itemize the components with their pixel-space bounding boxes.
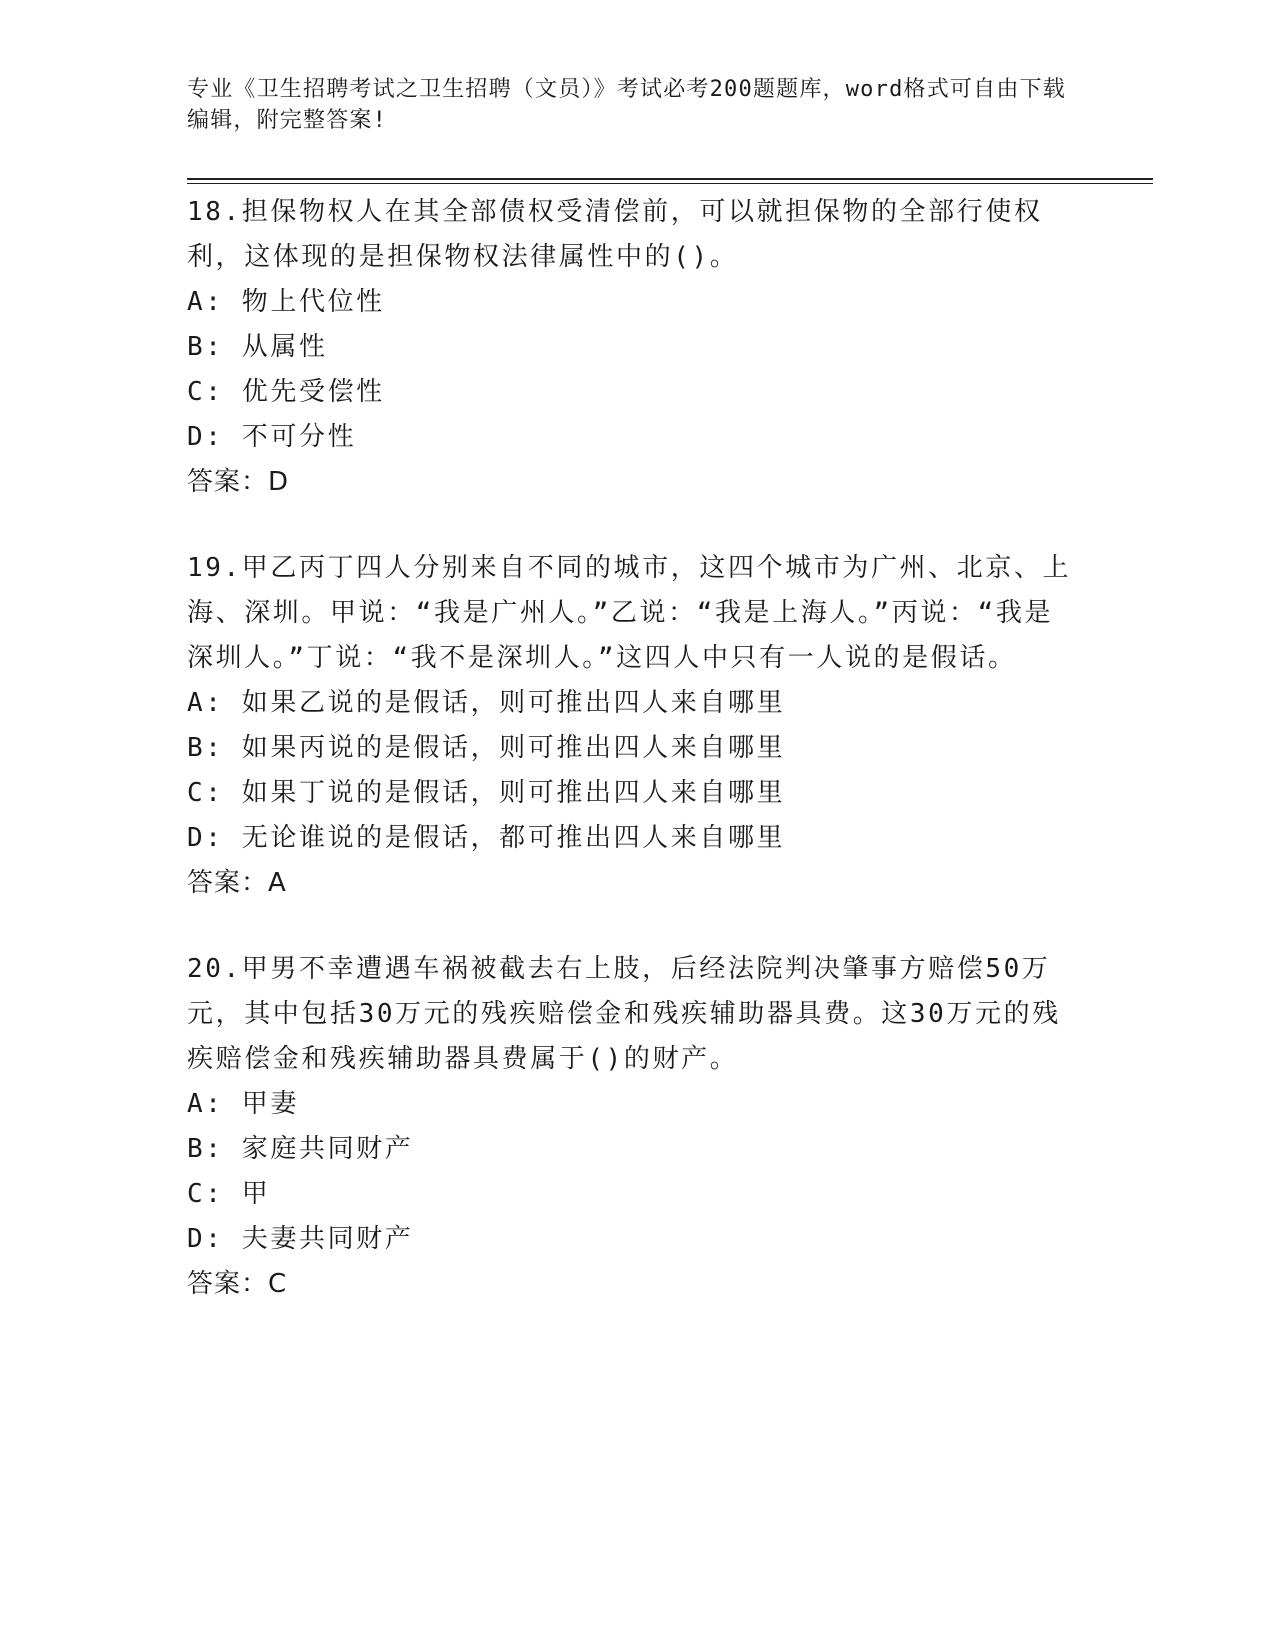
option-key: D: (187, 1224, 224, 1254)
option-b (187, 325, 1087, 370)
option-key: B: (187, 733, 224, 763)
option-key: D: (187, 823, 224, 853)
option-key: D: (187, 422, 224, 452)
option-text: 甲 (241, 1179, 271, 1209)
document-header: 专业《卫生招聘考试之卫生招聘（文员）》考试必考200题题库，word格式可自由下载编辑，附完整答案! (187, 77, 1066, 133)
option-d (187, 816, 1087, 861)
option-key: C: (187, 778, 224, 808)
header-divider-thick (187, 178, 1153, 180)
option-key: A: (187, 1089, 224, 1119)
option-a (187, 1082, 1087, 1127)
option-key: C: (187, 1179, 224, 1209)
option-b (187, 1127, 1087, 1172)
option-text: 不可分性 (241, 422, 357, 452)
option-key: B: (187, 1134, 224, 1164)
option-text: 甲妻 (241, 1089, 299, 1119)
header-divider-thin (187, 183, 1153, 184)
option-d (187, 415, 1087, 460)
option-key: B: (187, 332, 224, 362)
option-text: 如果丙说的是假话，则可推出四人来自哪里 (241, 733, 786, 763)
option-a (187, 280, 1087, 325)
question-list (187, 190, 1087, 1348)
question-20 (187, 947, 1087, 1306)
question-stem: 20.甲男不幸遭遇车祸被截去右上肢，后经法院判决肇事方赔偿50万元，其中包括30万元的残疾赔偿金和残疾辅助器具费。这30万元的残疾赔偿金和残疾辅助器具费属于()的财产。 (187, 954, 1061, 1074)
option-key: A: (187, 287, 224, 317)
option-text: 无论谁说的是假话，都可推出四人来自哪里 (241, 823, 786, 853)
option-c (187, 771, 1087, 816)
option-key: C: (187, 377, 224, 407)
option-text: 夫妻共同财产 (241, 1224, 414, 1254)
option-text: 家庭共同财产 (241, 1134, 414, 1164)
answer-line: 答案：D (187, 467, 290, 497)
question-stem: 19.甲乙丙丁四人分别来自不同的城市，这四个城市为广州、北京、上海、深圳。甲说：“我是广州人。”乙说：“我是上海人。”丙说：“我是深圳人。”丁说：“我不是深圳人。”这四人中只有一人说的是假话。 (187, 553, 1072, 673)
option-c (187, 370, 1087, 415)
question-stem: 18.担保物权人在其全部债权受清偿前，可以就担保物的全部行使权利，这体现的是担保物权法律属性中的()。 (187, 197, 1043, 272)
option-a (187, 681, 1087, 726)
option-c (187, 1172, 1087, 1217)
option-text: 物上代位性 (241, 287, 385, 317)
option-key: A: (187, 688, 224, 718)
option-text: 如果丁说的是假话，则可推出四人来自哪里 (241, 778, 786, 808)
option-b (187, 726, 1087, 771)
option-text: 优先受偿性 (241, 377, 385, 407)
option-text: 如果乙说的是假话，则可推出四人来自哪里 (241, 688, 786, 718)
question-18 (187, 190, 1087, 504)
answer-line: 答案：A (187, 868, 287, 898)
option-d (187, 1217, 1087, 1262)
option-text: 从属性 (241, 332, 328, 362)
answer-line: 答案：C (187, 1269, 288, 1299)
question-19 (187, 546, 1087, 905)
